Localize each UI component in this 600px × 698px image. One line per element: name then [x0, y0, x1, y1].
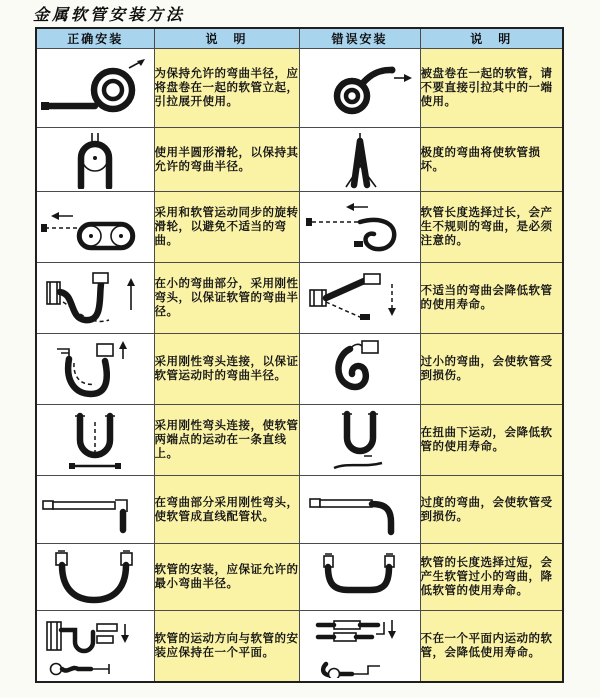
twisted-u-loop-icon — [304, 408, 416, 472]
hose-motion-out-of-plane-icon — [304, 614, 416, 678]
table-row — [36, 263, 563, 334]
wrong-description: 在扭曲下运动，会降低软管的使用寿命。 — [420, 405, 563, 476]
table-row — [36, 476, 563, 544]
hose-motion-kept-in-one-plane-icon — [39, 614, 151, 678]
correct-description: 软管的安装，应保证允许的最小弯曲半径。 — [154, 544, 299, 611]
correct-description: 使用半圆形滑轮，以保持其允许的弯曲半径。 — [154, 128, 299, 192]
wrong-description: 不适当的弯曲会降低软管的使用寿命。 — [420, 263, 563, 334]
improper-sharp-angle-at-fitting-icon — [304, 266, 416, 330]
correct-description: 软管的运动方向与软管的安装应保持在一个平面。 — [154, 611, 299, 683]
table-row — [36, 49, 563, 128]
hose-extreme-sharp-bend-icon — [304, 131, 416, 189]
wide-u-loop-minimum-bend-radius-icon — [39, 547, 151, 607]
table-row — [36, 334, 563, 405]
correct-description: 为保持允许的弯曲半径，应将盘卷在一起的软管立起，引拉展开使用。 — [154, 49, 299, 128]
header-description-1: 说 明 — [154, 28, 299, 49]
straight-run-with-rigid-elbow-icon — [39, 480, 151, 540]
hose-with-synchronized-rotating-pulleys-icon — [39, 195, 151, 259]
rigid-elbow-connection-u-loop-icon — [39, 337, 151, 401]
correct-description: 在弯曲部分采用刚性弯头，使软管成直线配管状。 — [154, 476, 299, 544]
table-row — [36, 544, 563, 611]
table-row — [36, 192, 563, 263]
wrong-description: 过度的弯曲，会使软管受到损伤。 — [420, 476, 563, 544]
header-description-2: 说 明 — [420, 28, 563, 49]
table-row — [36, 405, 563, 476]
correct-description: 采用刚性弯头连接，使软管两端点的运动在一条直线上。 — [154, 405, 299, 476]
wrong-description: 软管的长度选择过短，会产生软管过小的弯曲，降低软管的使用寿命。 — [420, 544, 563, 611]
correct-description: 在小的弯曲部分，采用刚性弯头，以保证软管的弯曲半径。 — [154, 263, 299, 334]
hose-bent-at-corner-icon — [304, 480, 416, 540]
table-row — [36, 611, 563, 683]
table-row — [36, 128, 563, 192]
wrong-description: 不在一个平面内运动的软管，会降低使用寿命。 — [420, 611, 563, 683]
page-title: 金属软管安装方法 — [33, 7, 186, 24]
header-wrong-install: 错误安装 — [299, 28, 420, 49]
wrong-description: 极度的弯曲将使软管损坏。 — [420, 128, 563, 192]
hose-over-semicircular-pulley-icon — [39, 131, 151, 189]
too-small-bend-hook-icon — [304, 337, 416, 401]
correct-description: 采用刚性弯头连接，以保证软管运动时的弯曲半径。 — [154, 334, 299, 405]
wrong-description: 过小的弯曲，会使软管受到损伤。 — [420, 334, 563, 405]
wrong-description: 被盘卷在一起的软管，请不要直接引拉其中的一端使用。 — [420, 49, 563, 128]
small-bend-with-rigid-elbow-icon — [39, 266, 151, 330]
header-correct-install: 正确安装 — [36, 28, 154, 49]
overlong-hose-irregular-loop-icon — [304, 195, 416, 259]
wrong-description: 软管长度选择过长，会产生不规则的弯曲，是必须注意的。 — [420, 192, 563, 263]
correct-description: 采用和软管运动同步的旋转滑轮，以避免不适当的弯曲。 — [154, 192, 299, 263]
coiled-hose-pulled-at-one-end-icon — [304, 52, 416, 124]
too-short-hose-span-icon — [304, 547, 416, 607]
u-loop-ends-moving-on-straight-line-icon — [39, 408, 151, 472]
coiled-hose-stood-up-unrolling-icon — [39, 52, 151, 124]
installation-method-table — [35, 27, 564, 683]
table-header-row — [36, 28, 563, 49]
